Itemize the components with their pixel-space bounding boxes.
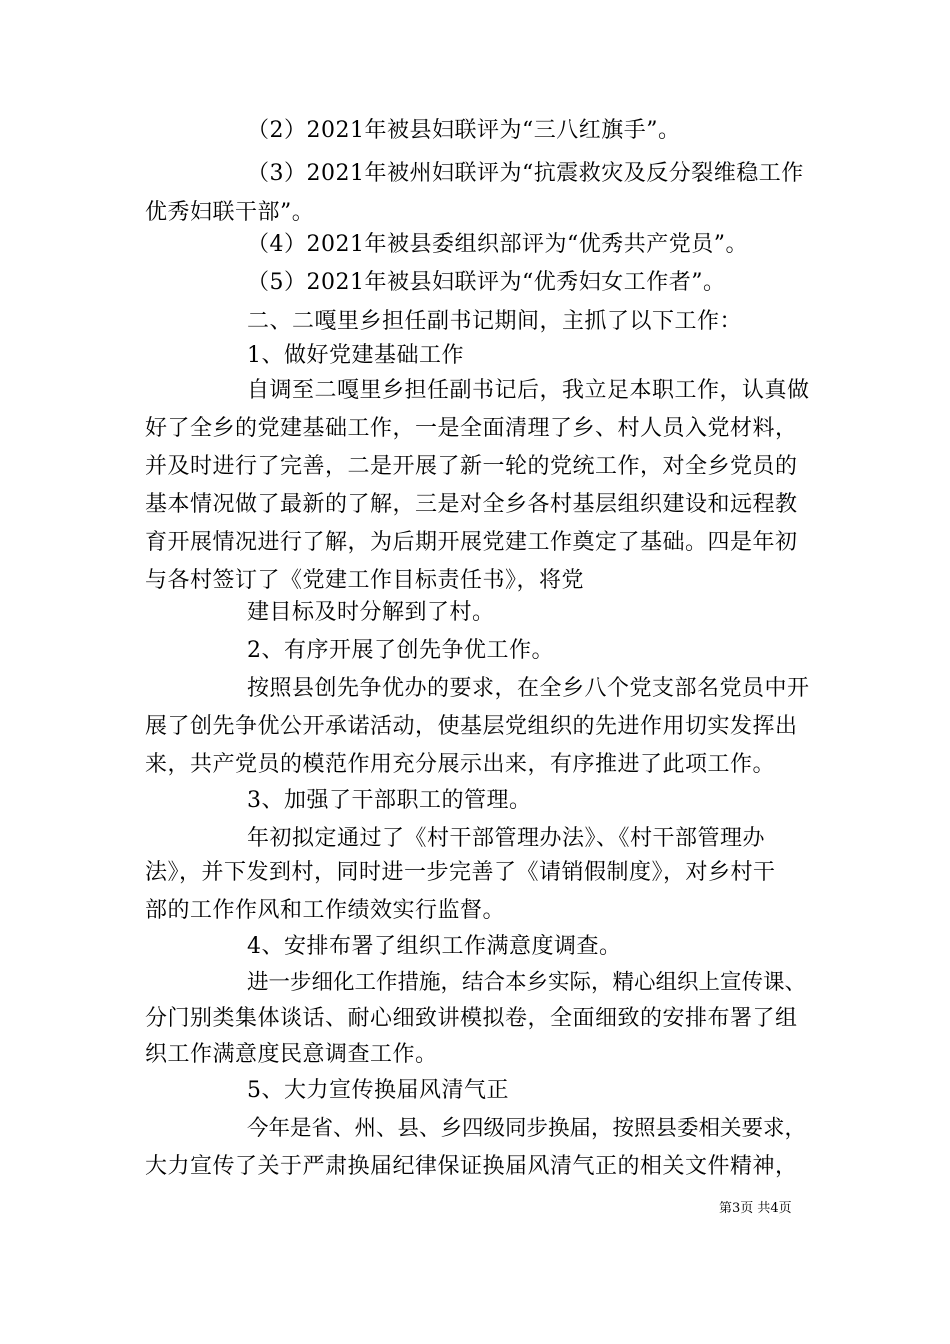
text-line: 与各村签订了《党建工作目标责任书》，将党 [145, 568, 585, 593]
section-heading: 二、二嘎里乡担任副书记期间，主抓了以下工作： [247, 309, 743, 334]
text-line: （3）2021年被州妇联评为“抗震救灾及反分裂维稳工作 [247, 161, 804, 186]
text-line: 来，共产党员的模范作用充分展示出来，有序推进了此项工作。 [145, 752, 776, 777]
page-number-footer: 第3页 共4页 [719, 1201, 792, 1216]
text-line: 进一步细化工作措施，结合本乡实际，精心组织上宣传课、 [247, 970, 807, 995]
text-line: （2）2021年被县妇联评为“三八红旗手”。 [247, 118, 681, 143]
subheading: 2、有序开展了创先争优工作。 [247, 638, 554, 663]
text-line: 育开展情况进行了解，为后期开展党建工作奠定了基础。四是年初 [145, 530, 798, 555]
text-line: （4）2021年被县委组织部评为“优秀共产党员”。 [247, 232, 748, 257]
text-line: 部的工作作风和工作绩效实行监督。 [145, 898, 506, 923]
subheading: 5、大力宣传换届风清气正 [247, 1078, 509, 1103]
text-line: 大力宣传了关于严肃换届纪律保证换届风清气正的相关文件精神， [145, 1154, 798, 1179]
text-line: 好了全乡的党建基础工作，一是全面清理了乡、村人员入党材料， [145, 416, 798, 441]
text-line: 年初拟定通过了《村干部管理办法》、《村干部管理办 [247, 826, 766, 851]
text-line: 并及时进行了完善，二是开展了新一轮的党统工作，对全乡党员的 [145, 454, 798, 479]
text-line: （5）2021年被县妇联评为“优秀妇女工作者”。 [247, 270, 726, 295]
text-line: 分门别类集体谈话、耐心细致讲模拟卷，全面细致的安排布署了组 [145, 1006, 798, 1031]
text-line: 展了创先争优公开承诺活动，使基层党组织的先进作用切实发挥出 [145, 714, 798, 739]
text-line: 优秀妇联干部”。 [145, 200, 315, 225]
text-line: 今年是省、州、县、乡四级同步换届，按照县委相关要求， [247, 1116, 807, 1141]
text-line: 织工作满意度民意调查工作。 [145, 1042, 438, 1067]
subheading: 4、安排布署了组织工作满意度调查。 [247, 934, 622, 959]
subheading: 3、加强了干部职工的管理。 [247, 788, 532, 813]
text-line: 基本情况做了最新的了解，三是对全乡各村基层组织建设和远程教 [145, 492, 798, 517]
text-line: 建目标及时分解到了村。 [247, 600, 495, 625]
text-line: 法》，并下发到村，同时进一步完善了《请销假制度》，对乡村干 [145, 860, 776, 885]
text-line: 自调至二嘎里乡担任副书记后，我立足本职工作，认真做 [247, 378, 810, 403]
subheading: 1、做好党建基础工作 [247, 343, 464, 368]
text-line: 按照县创先争优办的要求，在全乡八个党支部名党员中开 [247, 676, 810, 701]
